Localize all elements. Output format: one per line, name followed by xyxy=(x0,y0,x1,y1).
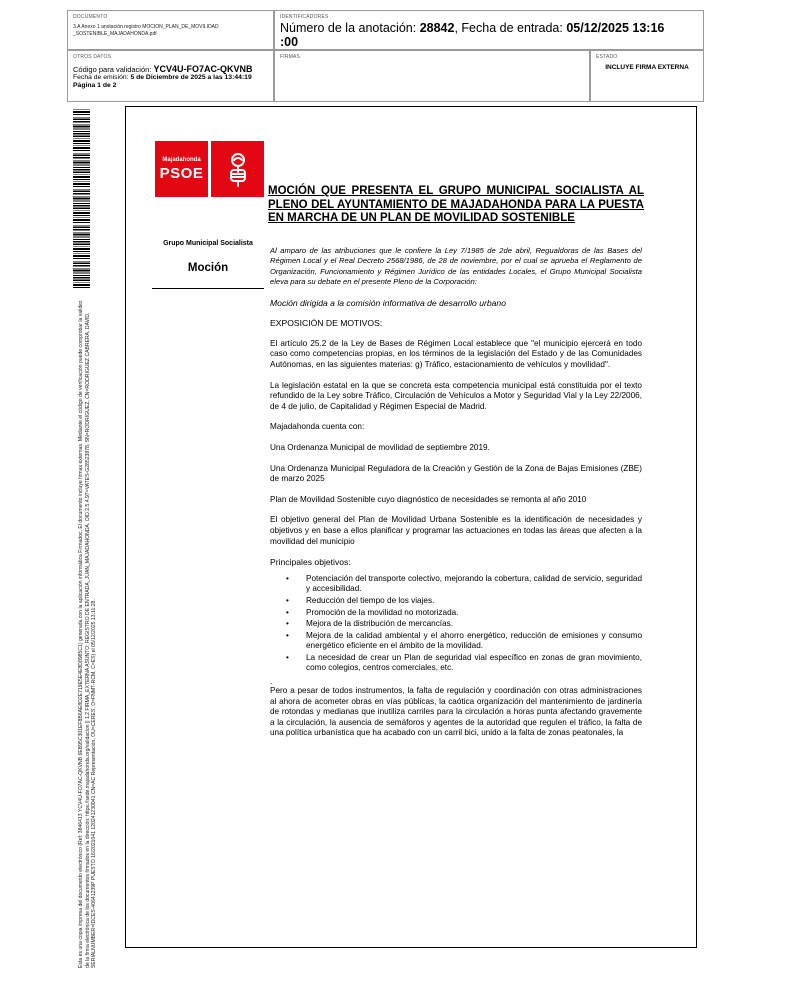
stray-dot: . xyxy=(270,677,273,687)
objective-text: Mejora de la calidad ambiental y el ahorro energético, reducción de emisiones y consumo energético eficiente en el ámbito de la movilidad. xyxy=(306,630,642,651)
objectives-heading: Principales objetivos: xyxy=(270,557,351,568)
firmas-cell xyxy=(274,50,590,102)
bullet: • xyxy=(286,607,289,617)
barcode xyxy=(73,108,90,288)
documento-value: 3.A Anexo 1 anotación registro MOCION_PLAN_DE_MOVILIDAD _SOSTENIBLE_MAJADAHONDA.pdf xyxy=(73,24,219,37)
paragraph-ordenanza-movilidad: Una Ordenanza Municipal de movilidad de septiembre 2019. xyxy=(270,442,490,452)
objective-text: Promoción de la movilidad no motorizada. xyxy=(306,607,459,617)
identificadores-cell xyxy=(274,10,704,50)
paragraph-cuenta: Majadahonda cuenta con: xyxy=(270,422,365,432)
list-item xyxy=(286,653,642,674)
registry-line xyxy=(280,21,698,49)
estado-label: ESTADO xyxy=(596,54,618,60)
firmas-label: FIRMAS xyxy=(280,54,301,60)
codigo-validacion[interactable] xyxy=(73,64,268,74)
paragraph-pero: Pero a pesar de todos instrumentos, la falta de regulación y coordinación con otras administraciones al ahora de acometer obras en vías públicas, la caótica organización del mantenimiento de jardinería de rotondas y medianas que inutiliza carriles para la circulación a horas punta afectando gravemente a la circulación, la ausencia de semáforos y agentes de la autoridad que regulen el tráfico, la falta de una política urbanística que ha acabado con un carril bici, unido a la falta de zonas peatonales, la xyxy=(270,686,642,738)
bullet: • xyxy=(286,619,289,629)
anotacion-number: 28842 xyxy=(419,21,455,35)
directed-line: Moción dirigida a la comisión informativa de desarrollo urbano xyxy=(270,297,506,308)
paragraph-article: El artículo 25.2 de la Ley de Bases de Régimen Local establece que "el municipio ejercerá en todo caso como competencias propias, en los términos de la legislación del Estado y de las Comunidades Autónomas, en las siguientes materias: g) Tráfico, estacionamiento de vehículos y movilidad". xyxy=(270,338,642,369)
group-label: Grupo Municipal Socialista xyxy=(163,240,253,247)
logo-party: PSOE xyxy=(159,164,204,182)
bullet: • xyxy=(286,630,289,640)
pagina-label: Página 1 de 2 xyxy=(73,82,117,89)
fecha-emision xyxy=(73,74,268,82)
paragraph-ordenanza-zbe: Una Ordenanza Municipal Reguladora de la Creación y Gestión de la Zona de Bajas Emisiones (ZBE) de marzo 2025 xyxy=(270,463,642,484)
objectives-list xyxy=(270,574,642,674)
paragraph-legislation: La legislación estatal en la que se concreta esta competencia municipal está constituida por el texto refundido de la Ley sobre Tráfico, Circulación de Vehículos a Motor y Seguridad Vial y la Ley 22/2006, de 4 de julio, de Capitalidad y Régimen Especial de Madrid. xyxy=(270,380,642,411)
logo-town: Majadahonda xyxy=(162,156,201,163)
otros-datos-cell xyxy=(67,50,274,102)
objective-text: Reducción del tiempo de los viajes. xyxy=(306,595,435,605)
bullet: • xyxy=(286,573,289,583)
codigo-value: YCV4U-FO7AC-QKVNB xyxy=(153,64,253,74)
intro-paragraph: Al amparo de las atribuciones que le confiere la Ley 7/1985 de 2de abril, Regualdoras de las Bases del Régimen Local y el Real Decreto 2568/1986, de 28 de noviembre, por el cual se aprueba el Reglamento de Organización, Funcionamiento y Régimen Jurídico de las entidades Locales, el Grupo Municipal Socialista eleva para su debate en el presente Pleno de la Corporación: xyxy=(270,246,642,287)
identificadores-label: IDENTIFICADORES xyxy=(280,14,329,20)
document-type-label: Moción xyxy=(187,262,229,274)
logo-rose-box xyxy=(211,141,264,197)
fecha-value: 05/12/2025 13:16 xyxy=(566,21,665,35)
otros-label: OTROS DATOS xyxy=(73,54,112,60)
list-item xyxy=(286,619,642,630)
fecha-suffix: :00 xyxy=(280,35,299,49)
anotacion-prefix: Número de la anotación: xyxy=(280,21,417,35)
rose-fist-icon xyxy=(223,151,253,187)
divider xyxy=(152,288,264,289)
codigo-prefix: Código para validación: xyxy=(73,65,152,74)
objective-text: Potenciación del transporte colectivo, mejorando la cobertura, calidad de servicio, seguridad y accesibilidad. xyxy=(306,573,642,594)
logo-text-box xyxy=(155,141,208,197)
list-item xyxy=(286,631,642,652)
document-body xyxy=(270,246,642,749)
psoe-logo xyxy=(155,141,265,197)
objective-text: La necesidad de crear un Plan de seguridad vial específico en zonas de gran movimiento, como colegios, centros comerciales, etc. xyxy=(306,652,642,673)
paragraph-objetivo: El objetivo general del Plan de Movilidad Urbana Sostenible es la identificación de necesidades y objetivos y en base a ellos planificar y programar las actuaciones en todas las áreas que afecten a la movilidad del municipio xyxy=(270,515,642,546)
documento-label: DOCUMENTO xyxy=(73,14,108,20)
exposicion-heading: EXPOSICIÓN DE MOTIVOS: xyxy=(270,318,383,329)
paragraph-plan: Plan de Movilidad Sostenible cuyo diagnóstico de necesidades se remonta al año 2010 xyxy=(270,494,587,504)
objective-text: Mejora de la distribución de mercancías. xyxy=(306,619,453,629)
estado-value: INCLUYE FIRMA EXTERNA xyxy=(605,64,689,71)
emision-prefix: Fecha de emisión: xyxy=(73,74,129,81)
list-item xyxy=(286,574,642,595)
fecha-prefix: , Fecha de entrada: xyxy=(454,21,563,35)
estado-cell xyxy=(590,50,704,102)
emision-value: 5 de Diciembre de 2025 a las 13:44:19 xyxy=(130,74,252,81)
bullet: • xyxy=(286,595,289,605)
bullet: • xyxy=(286,652,289,662)
side-text: Esta es una copia impresa del documento electrónico (Ref: 3846413 YCV4U-FO7AC-QKVNB 6EB95C301EF8B6AE8D2E719E5E4E8D8985C1) generada con la aplicación informática Firmadoc. El documento incluye firmas externas. Mediante el código de verificación puede comprobar la validez de la firma electrónica de los documentos firmados en la dirección: https://sede.majadahonda.org/validacion || 1.2 FIRMA_EXTERNA ASUNTO: REGISTRO DE ENTRADA_JUAN_MAJADAHONDA, OID 2.5.4.97=VATES-G28523878, SN=RODRIGUEZ, CN=RODRIGUEZ CABRERA, DAVID, SERIALNUMBER=IDCES-40641239P PUESTO 16/2021041 120241230041 CN=AC Representación, OU=CERES, O=FNMT-RCM, C=ES) el 05/12/2025 13:11:28. xyxy=(78,300,98,968)
list-item xyxy=(286,596,642,607)
list-item xyxy=(286,608,642,619)
documento-cell xyxy=(67,10,274,50)
document-title: MOCIÓN QUE PRESENTA EL GRUPO MUNICIPAL SOCIALISTA AL PLENO DEL AYUNTAMIENTO DE MAJADAHONDA PARA LA PUESTA EN MARCHA DE UN PLAN DE MOVILIDAD SOSTENIBLE xyxy=(268,185,644,224)
